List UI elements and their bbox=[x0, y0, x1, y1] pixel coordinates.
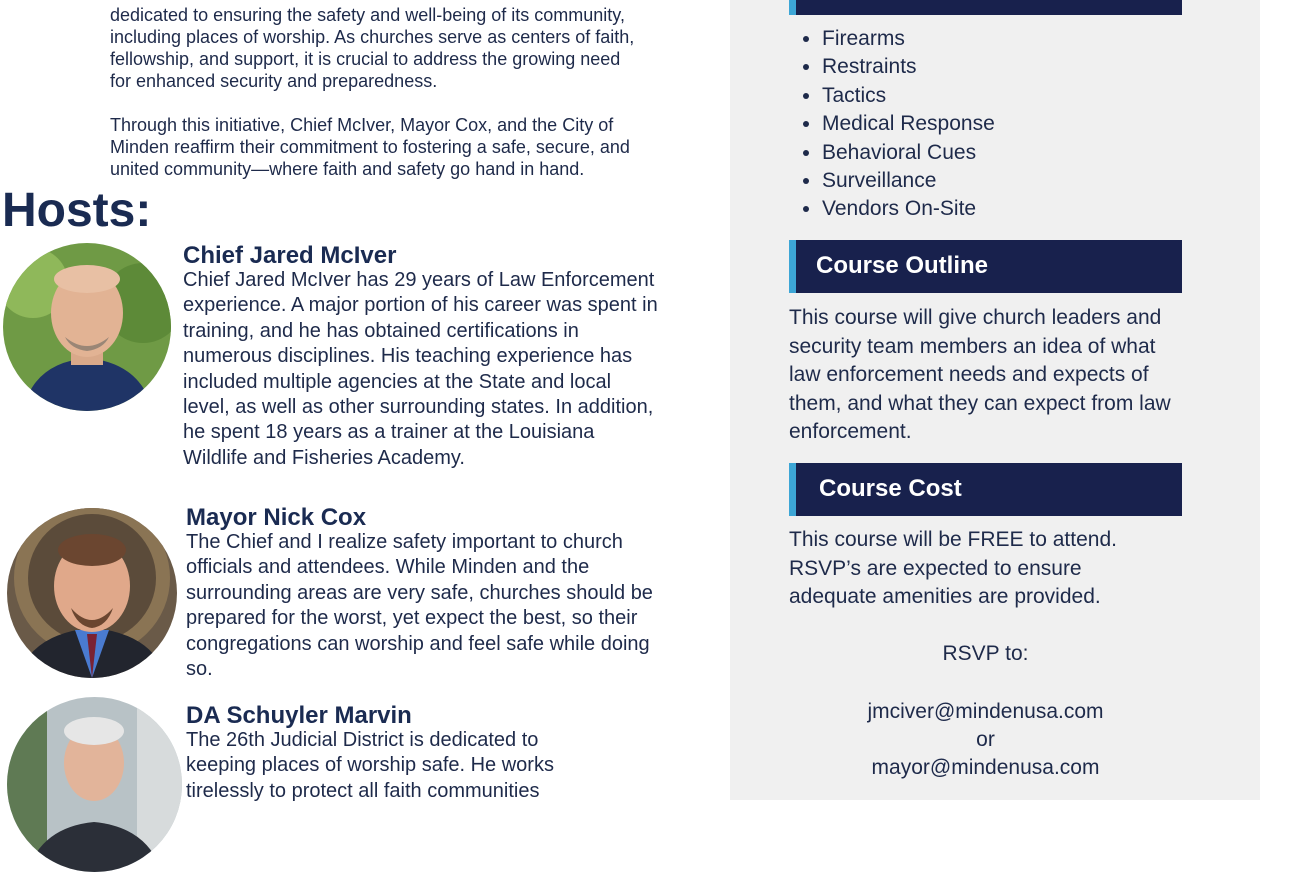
host-bio: The Chief and I realize safety important to church officials and attendees. While Minden and the surrounding areas are very safe, churches should be prepared for the worst, yet expect the best, so their congregations can worship and feel safe while doing so. bbox=[186, 531, 653, 681]
rsvp-email-link[interactable]: jmciver@mindenusa.com bbox=[867, 700, 1104, 723]
section-heading: Course Cost bbox=[819, 475, 962, 502]
portrait-illustration bbox=[3, 243, 171, 411]
host-name: DA Schuyler Marvin bbox=[186, 702, 412, 729]
intro-line: dedicated to ensuring the safety and well-being of its community, bbox=[110, 5, 625, 25]
host-bio: The 26th Judicial District is dedicated to keeping places of worship safe. He works tirelessly to protect all faith communities bbox=[186, 729, 554, 802]
host-name: Mayor Nick Cox bbox=[186, 504, 367, 531]
hosts-heading: Hosts: bbox=[2, 184, 152, 237]
list-item: • Surveillance bbox=[822, 167, 995, 195]
host-name: Chief Jared McIver bbox=[183, 242, 397, 269]
intro-line: Through this initiative, Chief McIver, Mayor Cox, and the City of bbox=[110, 115, 614, 135]
section-heading: Course Outline bbox=[816, 252, 989, 279]
list-item: • Vendors On-Site bbox=[822, 195, 995, 223]
topic-list bbox=[792, 25, 995, 224]
host-photo-cox bbox=[7, 508, 177, 678]
course-outline-text: This course will give church leaders and security team members an idea of what law enforcement needs and expects of them, and what they can expect from law enforcement. bbox=[789, 306, 1171, 443]
rsvp-or: or bbox=[976, 728, 995, 751]
course-cost-text: This course will be FREE to attend. RSVP’s are expected to ensure adequate amenities are provided. bbox=[789, 528, 1117, 608]
topics-heading-bar bbox=[789, 0, 1182, 15]
list-item: • Restraints bbox=[822, 53, 995, 81]
right-panel bbox=[730, 0, 1260, 800]
intro-line: united community—where faith and safety go hand in hand. bbox=[110, 159, 585, 179]
list-item: • Medical Response bbox=[822, 110, 995, 138]
rsvp-label: RSVP to: bbox=[942, 642, 1029, 665]
host-bio: Chief Jared McIver has 29 years of Law Enforcement experience. A major portion of his career was spent in training, and he has obtained certifications in numerous disciplines. His teaching experience has included multiple agencies at the State and local level, as well as other surrounding states. In addition, he spent 18 years as a trainer at the Louisiana Wildlife and Fisheries Academy. bbox=[183, 269, 658, 469]
list-item: • Behavioral Cues bbox=[822, 139, 995, 167]
course-cost-bar bbox=[789, 463, 1182, 516]
list-item: • Tactics bbox=[822, 82, 995, 110]
intro-line: for enhanced security and preparedness. bbox=[110, 71, 438, 91]
portrait-illustration bbox=[7, 697, 182, 872]
intro-line: fellowship, and support, it is crucial to address the growing need bbox=[110, 49, 621, 69]
host-photo-mciver bbox=[3, 243, 171, 411]
course-outline-bar bbox=[789, 240, 1182, 293]
rsvp-email-link[interactable]: mayor@mindenusa.com bbox=[871, 756, 1100, 779]
list-item: • Firearms bbox=[822, 25, 995, 53]
intro-line: Minden reaffirm their commitment to fostering a safe, secure, and bbox=[110, 137, 630, 157]
portrait-illustration bbox=[7, 508, 177, 678]
host-photo-marvin bbox=[7, 697, 182, 872]
intro-line: including places of worship. As churches serve as centers of faith, bbox=[110, 27, 635, 47]
